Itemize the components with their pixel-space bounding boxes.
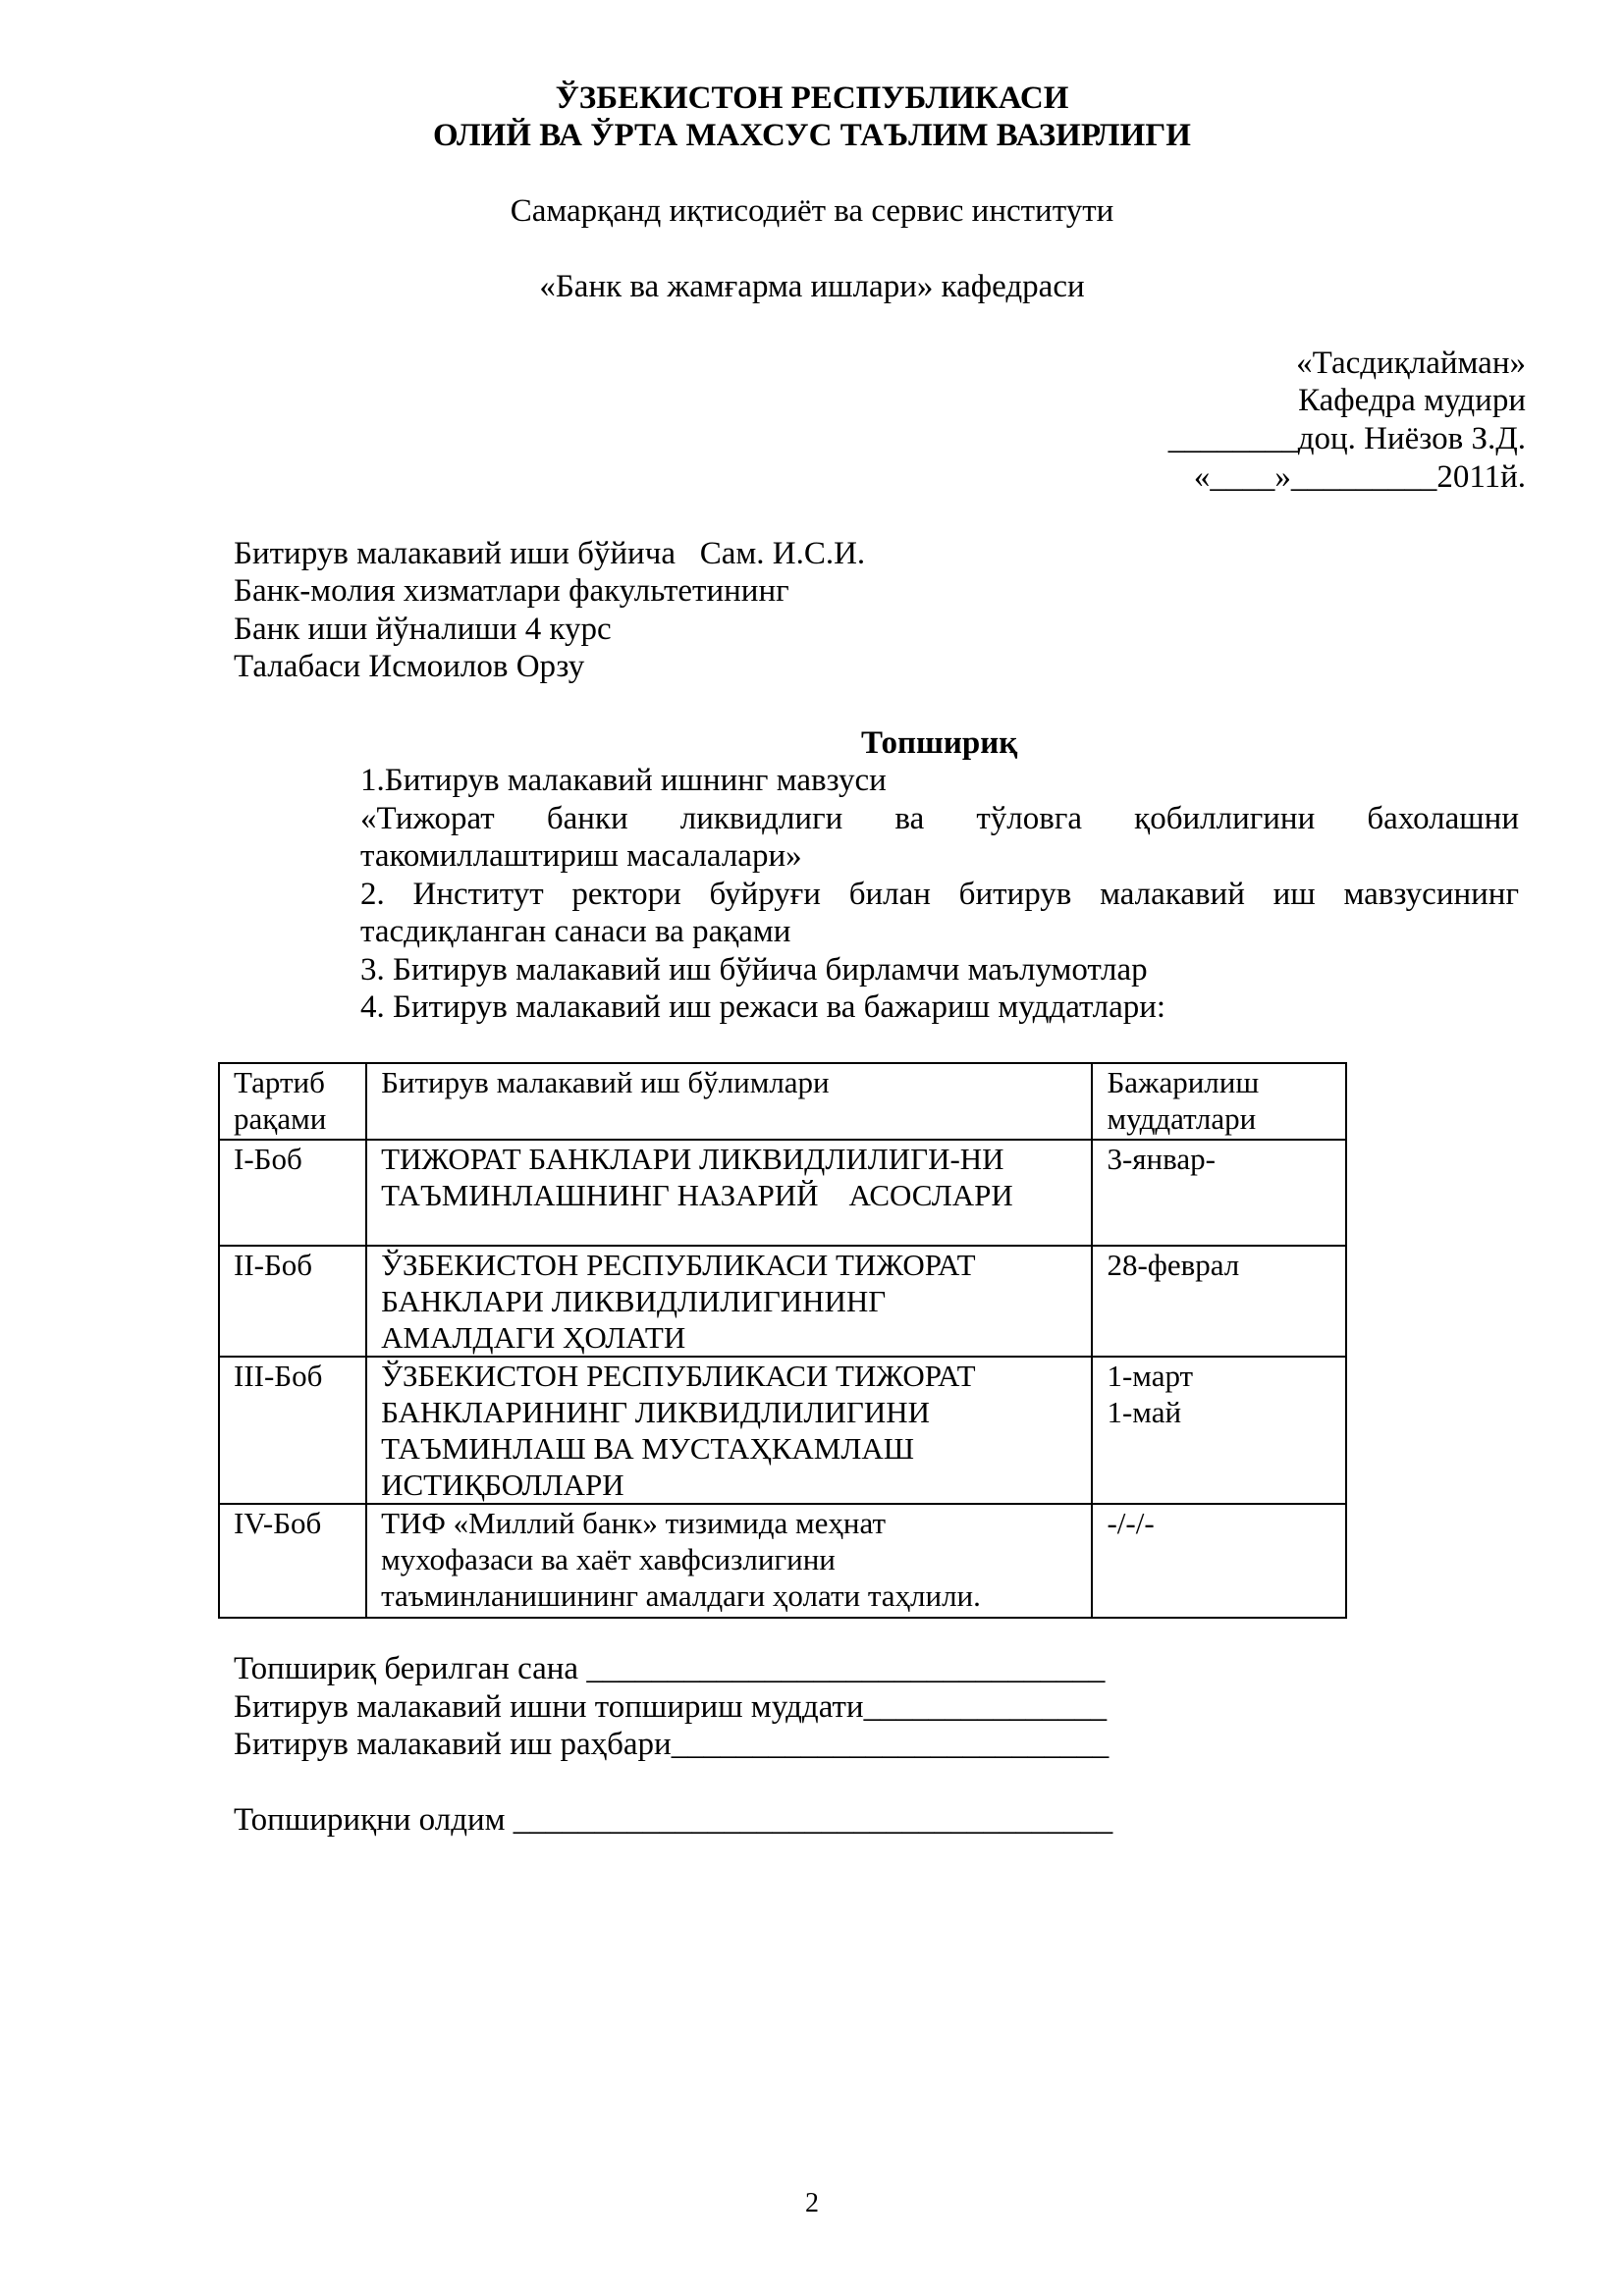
department-name: «Банк ва жамғарма ишлари» кафедраси bbox=[539, 269, 1085, 304]
section-text: ТИФ «Миллий банк» тизимида меҳнат bbox=[381, 1506, 887, 1540]
section-text: АМАЛДАГИ ҲОЛАТИ bbox=[381, 1320, 686, 1355]
row-number: I-Боб bbox=[234, 1142, 302, 1176]
table-row bbox=[219, 1140, 1346, 1246]
row-section-cell bbox=[366, 1140, 1092, 1246]
deadline-text: 28-феврал bbox=[1107, 1248, 1240, 1282]
task-item-2-line-2: тасдиқланган санаси ва рақами bbox=[360, 914, 791, 949]
header-cell-number bbox=[219, 1063, 366, 1140]
row-number-cell bbox=[219, 1504, 366, 1618]
section-text: таъминланишининг амалдаги ҳолати таҳлили. bbox=[381, 1578, 981, 1613]
approval-date: «____»_________2011й. bbox=[1193, 459, 1526, 495]
task-item-4: 4. Битирув малакавий иш режаси ва бажариш муддатлари: bbox=[360, 989, 1166, 1025]
table-row bbox=[219, 1357, 1346, 1504]
header-text: Битирув малакавий иш бўлимлари bbox=[381, 1065, 830, 1099]
row-number-cell bbox=[219, 1357, 366, 1504]
section-text: БАНКЛАРИ ЛИКВИДЛИЛИГИНИНГ bbox=[381, 1284, 887, 1318]
row-deadline-cell bbox=[1092, 1504, 1346, 1618]
task-topic-line-2: такомиллаштириш масалалари» bbox=[360, 838, 802, 874]
deadline-text: 1-март bbox=[1107, 1359, 1194, 1393]
section-text: ТИЖОРАТ БАНКЛАРИ ЛИКВИДЛИЛИГИ-НИ bbox=[381, 1142, 1004, 1176]
row-section-cell bbox=[366, 1357, 1092, 1504]
student-line-2: Банк-молия хизматлари факультетининг bbox=[234, 573, 789, 609]
section-text: БАНКЛАРИНИНГ ЛИКВИДЛИЛИГИНИ bbox=[381, 1395, 930, 1429]
section-text: ЎЗБЕКИСТОН РЕСПУБЛИКАСИ ТИЖОРАТ bbox=[381, 1359, 976, 1393]
student-line-3: Банк иши йўналиши 4 курс bbox=[234, 612, 612, 647]
deadline-text: -/-/- bbox=[1107, 1506, 1155, 1540]
section-text: ТАЪМИНЛАШНИНГ НАЗАРИЙ АСОСЛАРИ bbox=[381, 1178, 1013, 1212]
row-section-cell bbox=[366, 1504, 1092, 1618]
thesis-plan-table bbox=[218, 1062, 1347, 1619]
footer-supervisor: Битирув малакавий иш раҳбари___________________________ bbox=[234, 1727, 1110, 1762]
task-title: Топшириқ bbox=[861, 725, 1018, 761]
task-item-1: 1.Битирув малакавий ишнинг мавзуси bbox=[360, 763, 887, 798]
ministry-line-1: ЎЗБЕКИСТОН РЕСПУБЛИКАСИ bbox=[555, 80, 1069, 116]
section-text: ИСТИҚБОЛЛАРИ bbox=[381, 1468, 624, 1502]
deadline-text: 3-январ- bbox=[1107, 1142, 1216, 1176]
header-text: Тартиб bbox=[234, 1065, 325, 1099]
header-text: муддатлари bbox=[1107, 1101, 1257, 1136]
deadline-text: 1-май bbox=[1107, 1395, 1182, 1429]
row-section-cell bbox=[366, 1246, 1092, 1357]
approval-title: «Тасдиқлайман» bbox=[1296, 346, 1526, 381]
footer-received: Топшириқни олдим _____________________________________ bbox=[234, 1802, 1113, 1838]
task-topic-line-1: «Тижорат банки ликвидлиги ва тўловга қобиллигини бахолашни bbox=[360, 801, 1519, 836]
ministry-line-2: ОЛИЙ ВА ЎРТА МАХСУС ТАЪЛИМ ВАЗИРЛИГИ bbox=[433, 118, 1191, 153]
institute-name: Самарқанд иқтисодиёт ва сервис институти bbox=[510, 193, 1114, 229]
row-number: II-Боб bbox=[234, 1248, 313, 1282]
row-number: III-Боб bbox=[234, 1359, 323, 1393]
row-deadline-cell bbox=[1092, 1246, 1346, 1357]
row-number: IV-Боб bbox=[234, 1506, 322, 1540]
row-deadline-cell bbox=[1092, 1140, 1346, 1246]
section-text: ТАЪМИНЛАШ ВА МУСТАҲКАМЛАШ bbox=[381, 1431, 915, 1466]
row-number-cell bbox=[219, 1246, 366, 1357]
row-number-cell bbox=[219, 1140, 366, 1246]
section-text: ЎЗБЕКИСТОН РЕСПУБЛИКАСИ ТИЖОРАТ bbox=[381, 1248, 976, 1282]
footer-submission-deadline: Битирув малакавий ишни топшириш муддати_______________ bbox=[234, 1689, 1108, 1725]
header-text: рақами bbox=[234, 1101, 327, 1136]
section-text: мухофазаси ва хаёт хавфсизлигини bbox=[381, 1542, 836, 1576]
task-item-2-line-1: 2. Институт ректори буйруғи билан битирув малакавий иш мавзусининг bbox=[360, 877, 1519, 912]
approval-position: Кафедра мудири bbox=[1298, 383, 1526, 418]
student-line-1: Битирув малакавий иши бўйича Сам. И.С.И. bbox=[234, 536, 866, 571]
table-row bbox=[219, 1504, 1346, 1618]
page-number: 2 bbox=[805, 2188, 819, 2218]
header-cell-deadline bbox=[1092, 1063, 1346, 1140]
row-deadline-cell bbox=[1092, 1357, 1346, 1504]
table-header-row bbox=[219, 1063, 1346, 1140]
header-text: Бажарилиш bbox=[1107, 1065, 1260, 1099]
task-item-3: 3. Битирув малакавий иш бўйича бирламчи маълумотлар bbox=[360, 952, 1148, 988]
student-line-4: Талабаси Исмоилов Орзу bbox=[234, 649, 585, 684]
approval-signature: ________доц. Ниёзов З.Д. bbox=[1167, 421, 1526, 456]
table-row bbox=[219, 1246, 1346, 1357]
header-cell-section bbox=[366, 1063, 1092, 1140]
footer-issue-date: Топшириқ берилган сана ________________________________ bbox=[234, 1651, 1106, 1686]
